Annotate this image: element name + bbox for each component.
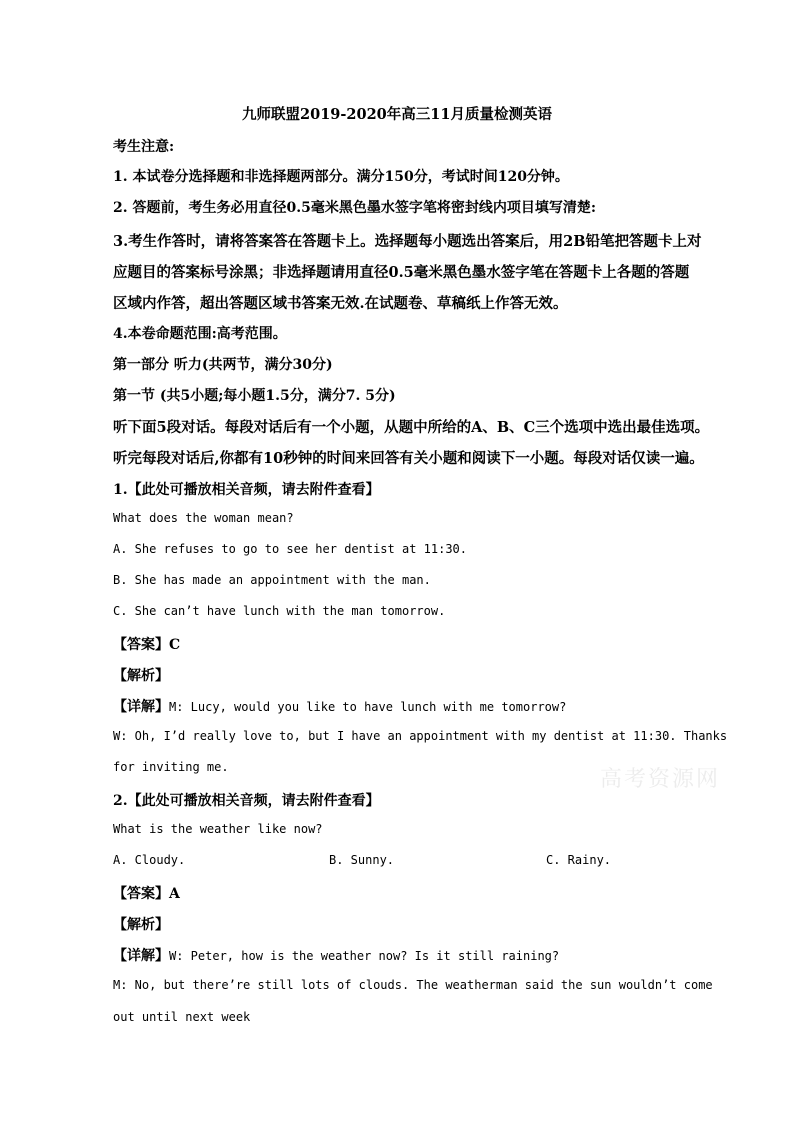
q1-detail-text-1: M: Lucy, would you like to have lunch with me tomorrow? xyxy=(169,700,567,714)
q1-detail-line-2: W: Oh, I’d really love to, but I have an appointment with my dentist at 11:30. Thanks xyxy=(113,729,728,743)
q1-detail-tag: 【详解】 xyxy=(113,699,169,715)
q1-question: What does the woman mean? xyxy=(113,511,294,525)
part1-heading: 第一部分 听力(共两节，满分30分) xyxy=(113,357,333,373)
notice-item-3: 3.考生作答时，请将答案答在答题卡上。选择题每小题选出答案后，用2B铅笔把答题卡上对 xyxy=(113,233,702,250)
q2-analysis: 【解析】 xyxy=(113,917,169,933)
notice-heading: 考生注意: xyxy=(113,139,175,155)
q1-option-b: B. She has made an appointment with the man. xyxy=(113,573,431,587)
q1-detail-line-1 xyxy=(113,696,566,716)
q2-label: 2.【此处可播放相关音频，请去附件查看】 xyxy=(113,793,380,809)
q2-answer: 【答案】A xyxy=(113,886,180,902)
q2-detail-text-1: W: Peter, how is the weather now? Is it still raining? xyxy=(169,949,560,963)
q2-detail-line-2: M: No, but there’re still lots of clouds. The weatherman said the sun wouldn’t come xyxy=(113,978,713,992)
q2-question: What is the weather like now? xyxy=(113,822,323,836)
q1-option-c: C. She can’t have lunch with the man tomorrow. xyxy=(113,604,446,618)
q1-detail-line-3: for inviting me. xyxy=(113,760,229,774)
q2-detail-line-3: out until next week xyxy=(113,1010,251,1024)
watermark: 高考资源网 xyxy=(600,767,721,792)
q2-detail-tag: 【详解】 xyxy=(113,948,169,964)
q1-label: 1.【此处可播放相关音频，请去附件查看】 xyxy=(113,482,380,498)
notice-item-4: 4.本卷命题范围:高考范围。 xyxy=(113,326,287,342)
q1-analysis: 【解析】 xyxy=(113,668,169,684)
q2-option-b: B. Sunny. xyxy=(329,853,395,867)
q2-option-c: C. Rainy. xyxy=(546,853,612,867)
instructions-line-1: 听下面5段对话。每段对话后有一个小题，从题中所给的A、B、C三个选项中选出最佳选项。 xyxy=(113,419,710,436)
q1-answer: 【答案】C xyxy=(113,637,181,653)
notice-item-3-cont2: 区域内作答，超出答题区域书答案无效.在试题卷、草稿纸上作答无效。 xyxy=(113,295,568,312)
section1-heading: 第一节 (共5小题;每小题1.5分，满分7. 5分) xyxy=(113,388,396,404)
instructions-line-2: 听完每段对话后,你都有10秒钟的时间来回答有关小题和阅读下一小题。每段对话仅读一遍。 xyxy=(113,450,704,467)
q2-detail-line-1 xyxy=(113,945,559,965)
document-title: 九师联盟2019-2020年高三11月质量检测英语 xyxy=(242,106,552,123)
notice-item-1: 1. 本试卷分选择题和非选择题两部分。满分150分，考试时间120分钟。 xyxy=(113,169,569,185)
notice-item-3-cont: 应题目的答案标号涂黑；非选择题请用直径0.5毫米黑色墨水签字笔在答题卡上各题的答题 xyxy=(113,264,690,281)
notice-item-2: 2. 答题前，考生务必用直径0.5毫米黑色墨水签字笔将密封线内项目填写清楚: xyxy=(113,200,597,216)
q1-option-a: A. She refuses to go to see her dentist at 11:30. xyxy=(113,542,468,556)
q2-option-a: A. Cloudy. xyxy=(113,853,186,867)
